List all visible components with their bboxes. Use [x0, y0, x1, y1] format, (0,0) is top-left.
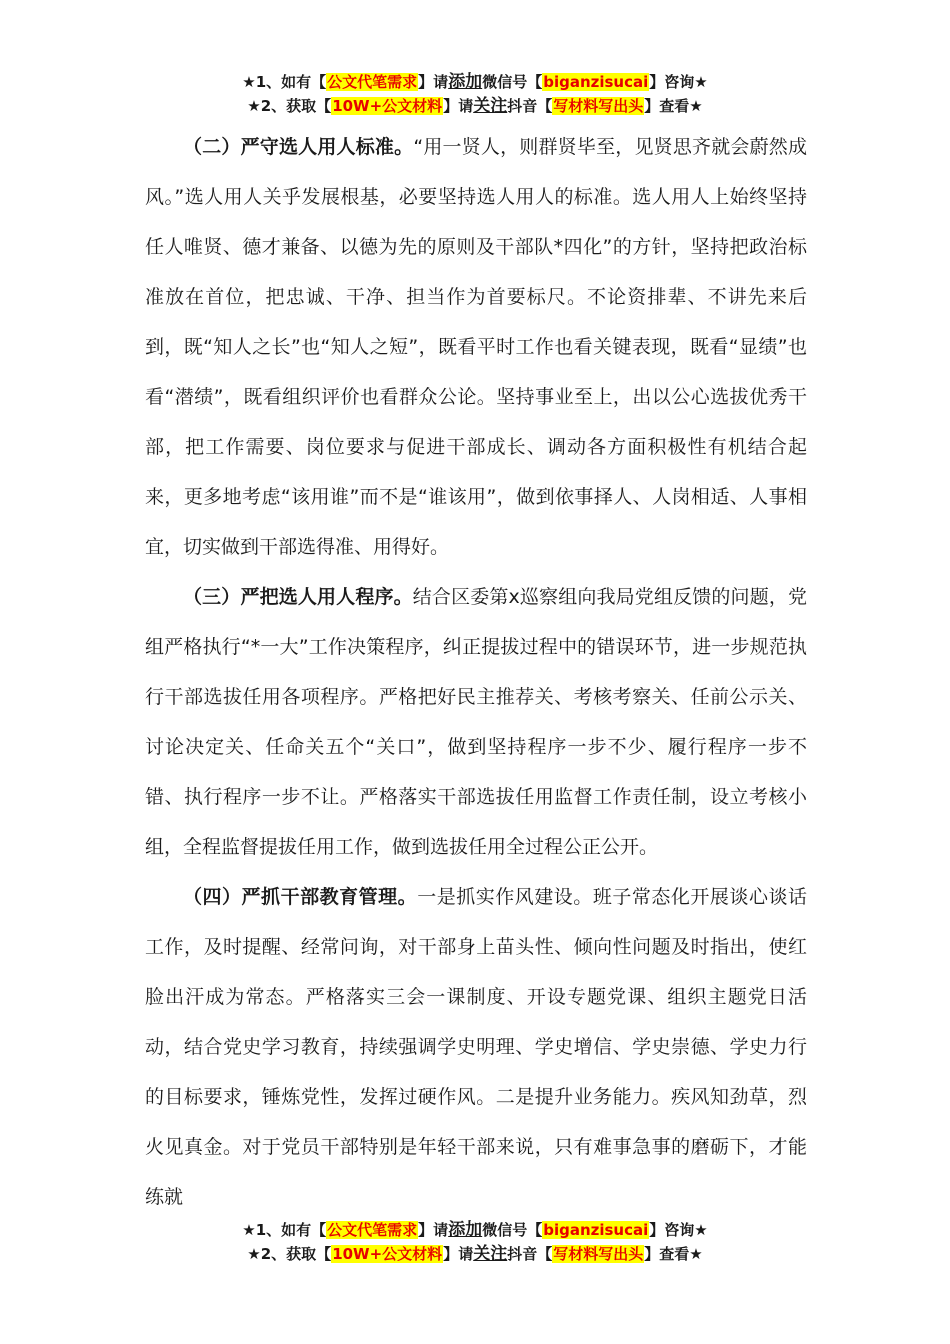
banner-highlight-douyin: 写材料写出头: [553, 1245, 644, 1263]
top-banner: [0, 70, 950, 118]
banner-text: ★2、获取【: [247, 1245, 332, 1263]
paragraph-heading: （三）严把选人用人程序。: [183, 586, 413, 608]
banner-text: 】查看★: [644, 1245, 703, 1263]
banner-text: 】请: [443, 1245, 474, 1263]
banner-highlight-douyin: 写材料写出头: [553, 97, 644, 115]
paragraph-text: 结合区委第x巡察组向我局党组反馈的问题，党组严格执行“*一大”工作决策程序，纠正提拔过程中的错误环节，进一步规范执行干部选拔任用各项程序。严格把好民主推荐关、考核考察关、任前公示关、讨论决定关、任命关五个“关口”，做到坚持程序一步不少、履行程序一步不错、执行程序一步不让。严格落实干部选拔任用监督工作责任制，设立考核小组，全程监督提拔任用工作，做到选拔任用全过程公正公开。: [145, 586, 807, 858]
paragraph-heading: （四）严抓干部教育管理。: [183, 886, 418, 908]
paragraph-text: 一是抓实作风建设。班子常态化开展谈心谈话工作，及时提醒、经常问询，对干部身上苗头性、倾向性问题及时指出，使红脸出汗成为常态。严格落实三会一课制度、开设专题党课、组织主题党日活动，结合党史学习教育，持续强调学史明理、学史增信、学史崇德、学史力行的目标要求，锤炼党性，发挥过硬作风。二是提升业务能力。疾风知劲草，烈火见真金。对于党员干部特别是年轻干部来说，只有难事急事的磨砺下，才能练就: [145, 886, 807, 1208]
banner-line-2: [0, 1242, 950, 1266]
paragraph-text: “用一贤人，则群贤毕至，见贤思齐就会蔚然成风。”选人用人关乎发展根基，必要坚持选人用人的标准。选人用人上始终坚持任人唯贤、德才兼备、以德为先的原则及干部队*四化”的方针，坚持把政治标准放在首位，把忠诚、干净、担当作为首要标尺。不论资排辈、不讲先来后到，既“知人之长”也“知人之短”，既看平时工作也看关键表现，既看“显绩”也看“潜绩”，既看组织评价也看群众公论。坚持事业至上，出以公心选拔优秀干部，把工作需要、岗位要求与促进干部成长、调动各方面积极性有机结合起来，更多地考虑“该用谁”而不是“谁该用”，做到依事择人、人岗相适、人事相宜，切实做到干部选得准、用得好。: [145, 136, 807, 558]
banner-emphasis: 关注: [473, 96, 508, 116]
banner-text: 】查看★: [644, 97, 703, 115]
banner-highlight: 10W+公文材料: [332, 97, 443, 115]
banner-text: 】咨询★: [649, 1221, 708, 1239]
banner-text: 】请: [443, 97, 474, 115]
banner-highlight: 10W+公文材料: [332, 1245, 443, 1263]
banner-highlight-wechat-id: biganzisucai: [543, 1221, 649, 1239]
banner-text: 】咨询★: [649, 73, 708, 91]
document-body: [145, 122, 807, 1222]
banner-text: 】请: [418, 73, 449, 91]
banner-highlight-wechat-id: biganzisucai: [543, 73, 649, 91]
banner-emphasis: 添加: [448, 1220, 483, 1240]
banner-text: ★2、获取【: [247, 97, 332, 115]
banner-emphasis: 添加: [448, 72, 483, 92]
banner-text: ★1、如有【: [242, 73, 327, 91]
banner-text: 微信号【: [482, 1221, 543, 1239]
banner-text: 微信号【: [482, 73, 543, 91]
banner-text: 】请: [418, 1221, 449, 1239]
banner-text: 抖音【: [507, 97, 553, 115]
paragraph-3: [145, 572, 807, 872]
banner-line-1: [0, 70, 950, 94]
banner-line-1: [0, 1218, 950, 1242]
banner-highlight: 公文代笔需求: [327, 73, 418, 91]
paragraph-4: [145, 872, 807, 1222]
paragraph-2: [145, 122, 807, 572]
paragraph-heading: （二）严守选人用人标准。: [183, 136, 414, 158]
banner-highlight: 公文代笔需求: [327, 1221, 418, 1239]
banner-line-2: [0, 94, 950, 118]
banner-text: ★1、如有【: [242, 1221, 327, 1239]
banner-emphasis: 关注: [473, 1244, 508, 1264]
bottom-banner: [0, 1218, 950, 1266]
banner-text: 抖音【: [507, 1245, 553, 1263]
